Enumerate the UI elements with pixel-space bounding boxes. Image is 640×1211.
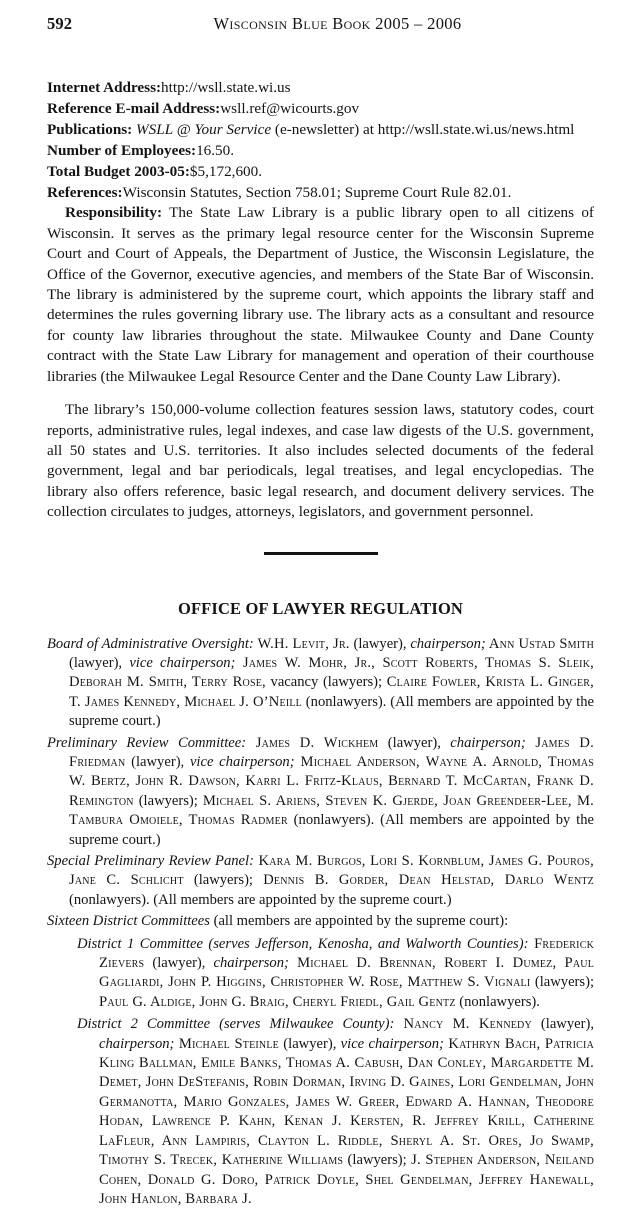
entry-role: chairperson;: [410, 635, 486, 652]
responsibility-text: The State Law Library is a public library open to all citizens of Wisconsin. It serves as the primary legal resource center for the Wisconsin Supreme Court and Court of Appeals, the Department of Justice, the Wisconsin Legislature, the Office of the Governor, executive agencies, and members of the State Bar of Wisconsin. The library is administered by the supreme court, which appoints the library staff and determines the rules governing library use. The library acts as a consultant and resource for county law libraries throughout the state. Milwaukee County and Dane County contract with the State Law Library for management and operation of their courthouse libraries (the Milwaukee Legal Resource Center and the Dane County Law Library).: [47, 204, 594, 385]
publication-title: WSLL @ Your Service: [136, 120, 272, 138]
entry-text: (nonlawyers). (All members are appointed by the supreme court.): [69, 891, 452, 908]
field-references: [47, 183, 594, 203]
entry-text: (lawyers);: [133, 792, 203, 809]
entry-names: Claire Fowler, Krista L. Ginger, T. James Kennedy, Michael J. O’Neill: [69, 674, 594, 710]
entry-names: Paul G. Aldige, John G. Braig, Cheryl Friedl, Gail Gentz: [99, 993, 456, 1010]
entry-names: Frederick Zievers: [99, 935, 594, 972]
entry-names: James D. Wickhem: [246, 734, 379, 751]
entry-text: (lawyer),: [349, 635, 411, 652]
collection-paragraph: The library’s 150,000-volume collection features session laws, statutory codes, court reports, administrative rules, legal indexes, and case law digests of the U.S. government, all 50 states and U.S. territories. It also includes selected documents of the federal government, legal and bar periodicals, legal treatises, and legal encyclopedias. The library also offers reference, basic legal research, and document delivery services. The collection circulates to judges, attorneys, legislators, and government personnel.: [47, 401, 594, 521]
field-value: $5,172,600.: [189, 162, 263, 180]
entry-text: (lawyer),: [278, 1035, 341, 1052]
field-label: Publications:: [47, 120, 133, 138]
field-label: Total Budget 2003-05:: [47, 162, 190, 180]
entry-names: Kathryn Bach, Patricia Kling Ballman, Emile Banks, Thomas A. Cabush, Dan Conley, Margardette M. Demet, John DeStefanis, Robin Dorman, Irving D. Gaines, Lori Gendelman, John Germanotta, Mario Gonzales, James W. Greer, Edward A. Hannan, Theodore Hodan, Lawrence P. Kahn, Kenan J. Kersten, R. Jeffrey Krill, Catherine LaFleur, Ann Lampiris, Clayton L. Riddle, Sheryl A. St. Ores, Jo Swamp, Timothy S. Trecek, Katherine Williams: [99, 1035, 594, 1169]
entry-preliminary-review-committee: [47, 734, 594, 850]
entry-text: (nonlawyers). (All members are appointed by the supreme court.): [69, 812, 594, 848]
divider-rule: [264, 552, 378, 555]
field-label: Number of Employees:: [47, 141, 197, 159]
entry-special-preliminary-review-panel: [47, 852, 594, 910]
running-head: [47, 14, 594, 36]
entry-names: Michael Steinle: [174, 1035, 279, 1052]
entry-label: Preliminary Review Committee:: [47, 734, 247, 751]
entry-label: Sixteen District Committees: [47, 913, 210, 930]
entry-names: Michael D. Brennan, Robert I. Dumez, Paul Gagliardi, John P. Higgins, Christopher W. Rose, Matthew S. Vignali: [99, 955, 595, 991]
field-publications: [47, 120, 594, 140]
entry-text: (lawyer),: [378, 734, 451, 751]
entry-text: (lawyer),: [69, 654, 130, 671]
entry-district-2-committee: [47, 1015, 594, 1209]
field-value: Wisconsin Statutes, Section 758.01; Supreme Court Rule 82.01.: [122, 183, 512, 201]
entry-text: (lawyer),: [144, 955, 214, 972]
entry-label: Board of Administrative Oversight:: [47, 635, 254, 652]
entry-text: (lawyers);: [530, 974, 594, 991]
entry-role: chairperson;: [450, 734, 526, 751]
entry-role: chairperson;: [99, 1035, 175, 1052]
entry-role: vice chairperson;: [340, 1035, 444, 1052]
entry-text: (nonlawyers). (All members are appointed by the supreme court.): [69, 693, 594, 730]
entry-board-of-administrative-oversight: [47, 635, 594, 732]
entry-sixteen-district-committees: [47, 912, 594, 931]
text-column: [47, 78, 594, 1211]
entry-names: W.H. Levit, Jr.: [253, 635, 350, 652]
entry-names: Michael Anderson, Wayne A. Arnold, Thomas W. Bertz, John R. Dawson, Karri L. Fritz-Klaus, Bernard T. McCartan, Frank D. Remington: [69, 753, 594, 809]
field-value: (e-newsletter) at http://wsll.state.wi.us/news.html: [271, 120, 575, 138]
field-value: wsll.ref@wicourts.gov: [220, 99, 360, 117]
entry-names: James D. Friedman: [69, 734, 595, 770]
entry-names: Ann Ustad Smith: [485, 635, 595, 652]
entry-names: James W. Mohr, Jr., Scott Roberts, Thomas S. Sleik, Deborah M. Smith, Terry Rose,: [69, 654, 594, 691]
section-divider: [47, 542, 594, 568]
running-title: [47, 14, 594, 34]
field-value: http://wsll.state.wi.us: [161, 79, 291, 96]
field-value: 16.50.: [196, 141, 235, 159]
section-heading: OFFICE OF LAWYER REGULATION: [177, 598, 464, 618]
entry-text: (nonlawyers).: [455, 993, 540, 1010]
page-number: 592: [47, 14, 73, 33]
entry-names: Nancy M. Kennedy: [394, 1016, 532, 1033]
entry-role: chairperson;: [213, 955, 289, 972]
running-title-text: Wisconsin Blue Book: [213, 14, 371, 33]
running-title-years-value: 2005 – 2006: [375, 14, 462, 33]
entry-names: J. Stephen Anderson, Neiland Cohen, Donald G. Doro, Patrick Doyle, Shel Gendelman, Jeffrey Hanewall, John Hanlon, Barbara J.: [99, 1152, 594, 1207]
field-number-of-employees: [47, 141, 594, 161]
entry-role: vice chairperson;: [129, 654, 236, 671]
field-label: Reference E-mail Address:: [47, 99, 221, 117]
entry-names: Dennis B. Gorder, Dean Helstad, Darlo Wentz: [263, 872, 594, 889]
responsibility-label: Responsibility:: [65, 204, 163, 222]
entry-label: District 2 Committee (serves Milwaukee County):: [77, 1016, 395, 1033]
entry-text: (lawyer),: [531, 1016, 594, 1033]
entry-text: vacancy (lawyers);: [265, 674, 387, 691]
entry-role: vice chairperson;: [189, 753, 295, 770]
field-label: References:: [47, 183, 123, 201]
entry-text: (lawyers);: [183, 872, 264, 889]
entry-names: Kara M. Burgos, Lori S. Kornblum, James G. Pouros, Jane C. Schlicht: [69, 853, 594, 889]
entry-label: District 1 Committee (serves Jefferson, Kenosha, and Walworth Counties):: [77, 935, 529, 952]
field-total-budget: [47, 162, 594, 182]
entry-text: (all members are appointed by the supreme court):: [209, 913, 509, 930]
entry-names: Michael S. Ariens, Steven K. Gjerde, Joan Greendeer-Lee, M. Tambura Omoiele, Thomas Radmer: [69, 792, 594, 829]
field-internet-address: [47, 78, 594, 98]
field-label: Internet Address:: [47, 79, 162, 96]
field-reference-email: [47, 99, 594, 119]
entry-text: (lawyers);: [343, 1152, 412, 1169]
entry-text: (lawyer),: [125, 753, 190, 770]
entry-district-1-committee: [47, 935, 594, 1013]
responsibility-paragraph: [47, 203, 594, 387]
entry-label: Special Preliminary Review Panel:: [47, 853, 254, 869]
